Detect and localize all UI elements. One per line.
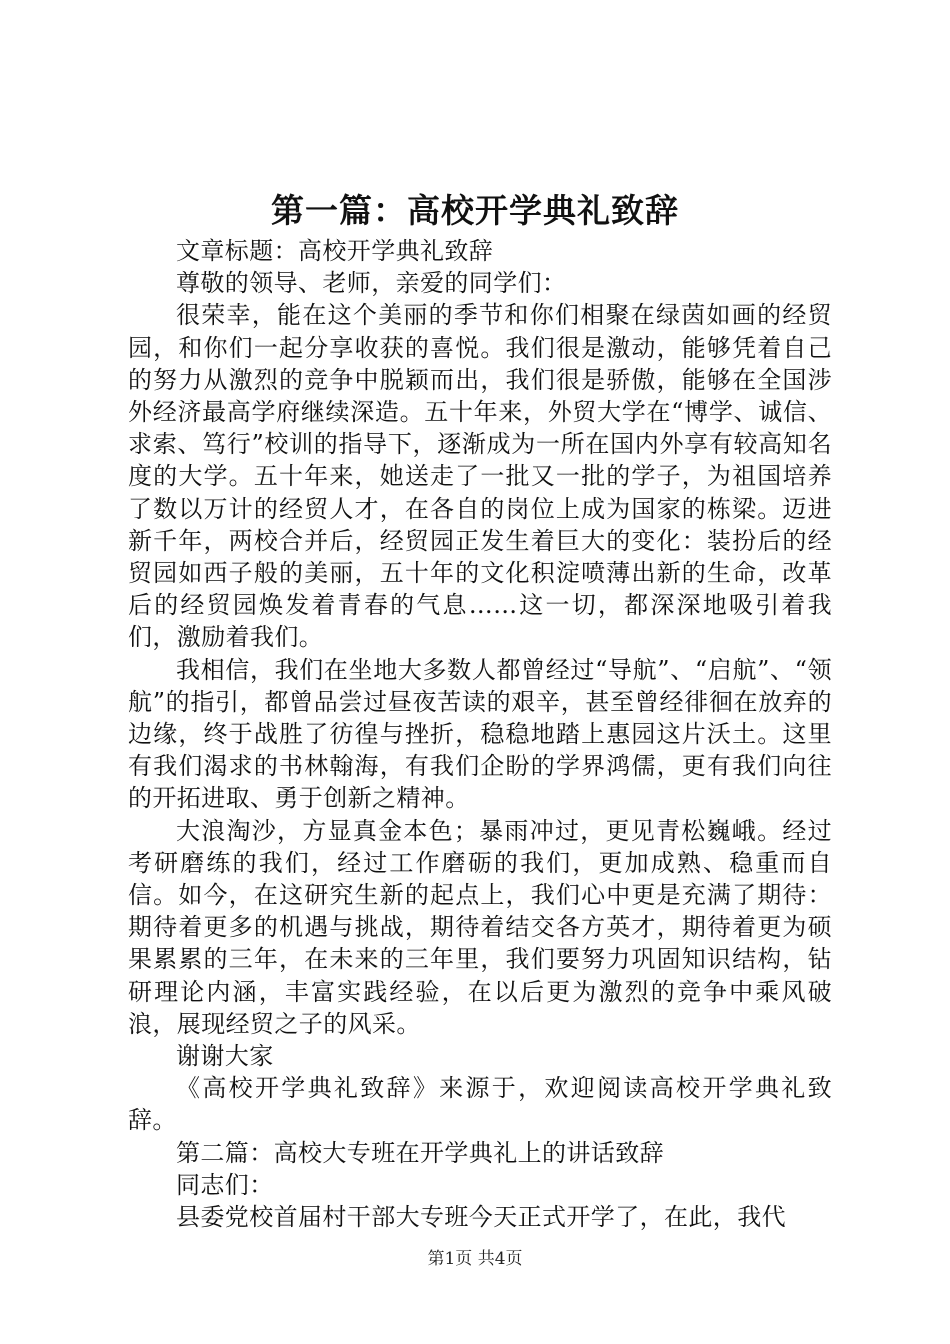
salutation: 尊敬的领导、老师，亲爱的同学们： — [176, 269, 567, 298]
closing-thanks: 谢谢大家 — [176, 1042, 274, 1071]
source-note: 《高校开学典礼致辞》来源于，欢迎阅读高校开学典礼致辞。 — [128, 1074, 832, 1135]
page-footer: 第1页 共4页 — [427, 1249, 523, 1269]
paragraph: 很荣幸，能在这个美丽的季节和你们相聚在绿茵如画的经贸园，和你们一起分享收获的喜悦。我们很是激动，能够凭着自己的努力从激烈的竞争中脱颖而出，我们很是骄傲，能够在全国涉外经济最高学府继续深造。五十年来，外贸大学在“博学、诚信、求索、笃行”校训的指导下，逐渐成为一所在国内外享有较高知名度的大学。五十年来，她送走了一批又一批的学子，为祖国培养了数以万计的经贸人才，在各自的岗位上成为国家的栋梁。迈进新千年，两校合并后，经贸园正发生着巨大的变化：装扮后的经贸园如西子般的美丽，五十年的文化积淀喷薄出新的生命，改革后的经贸园焕发着青春的气息……这一切，都深深地吸引着我们，激励着我们。 — [128, 301, 832, 652]
paragraph: 我相信，我们在坐地大多数人都曾经过“导航”、“启航”、“领航”的指引，都曾品尝过昼夜苦读的艰辛，甚至曾经徘徊在放弃的边缘，终于战胜了彷徨与挫折，稳稳地踏上惠园这片沃土。这里有我们渴求的书林翰海，有我们企盼的学界鸿儒，更有我们向往的开拓进取、勇于创新之精神。 — [128, 655, 832, 813]
document-title: 第一篇：高校开学典礼致辞 — [271, 191, 679, 230]
paragraph: 县委党校首届村干部大专班今天正式开学了，在此，我代 — [176, 1203, 786, 1232]
article-title-line: 文章标题：高校开学典礼致辞 — [176, 237, 494, 265]
document-body — [128, 235, 832, 1233]
salutation: 同志们： — [176, 1170, 274, 1199]
paragraph: 大浪淘沙，方显真金本色；暴雨冲过，更见青松巍峨。经过考研磨练的我们，经过工作磨砺的我们，更加成熟、稳重而自信。如今，在这研究生新的起点上，我们心中更是充满了期待：期待着更多的机遇与挑战，期待着结交各方英才，期待着更为硕果累累的三年，在未来的三年里，我们要努力巩固知识结构，钻研理论内涵，丰富实践经验，在以后更为激烈的竞争中乘风破浪，展现经贸之子的风采。 — [128, 816, 832, 1038]
section-heading: 第二篇：高校大专班在开学典礼上的讲话致辞 — [176, 1138, 664, 1167]
